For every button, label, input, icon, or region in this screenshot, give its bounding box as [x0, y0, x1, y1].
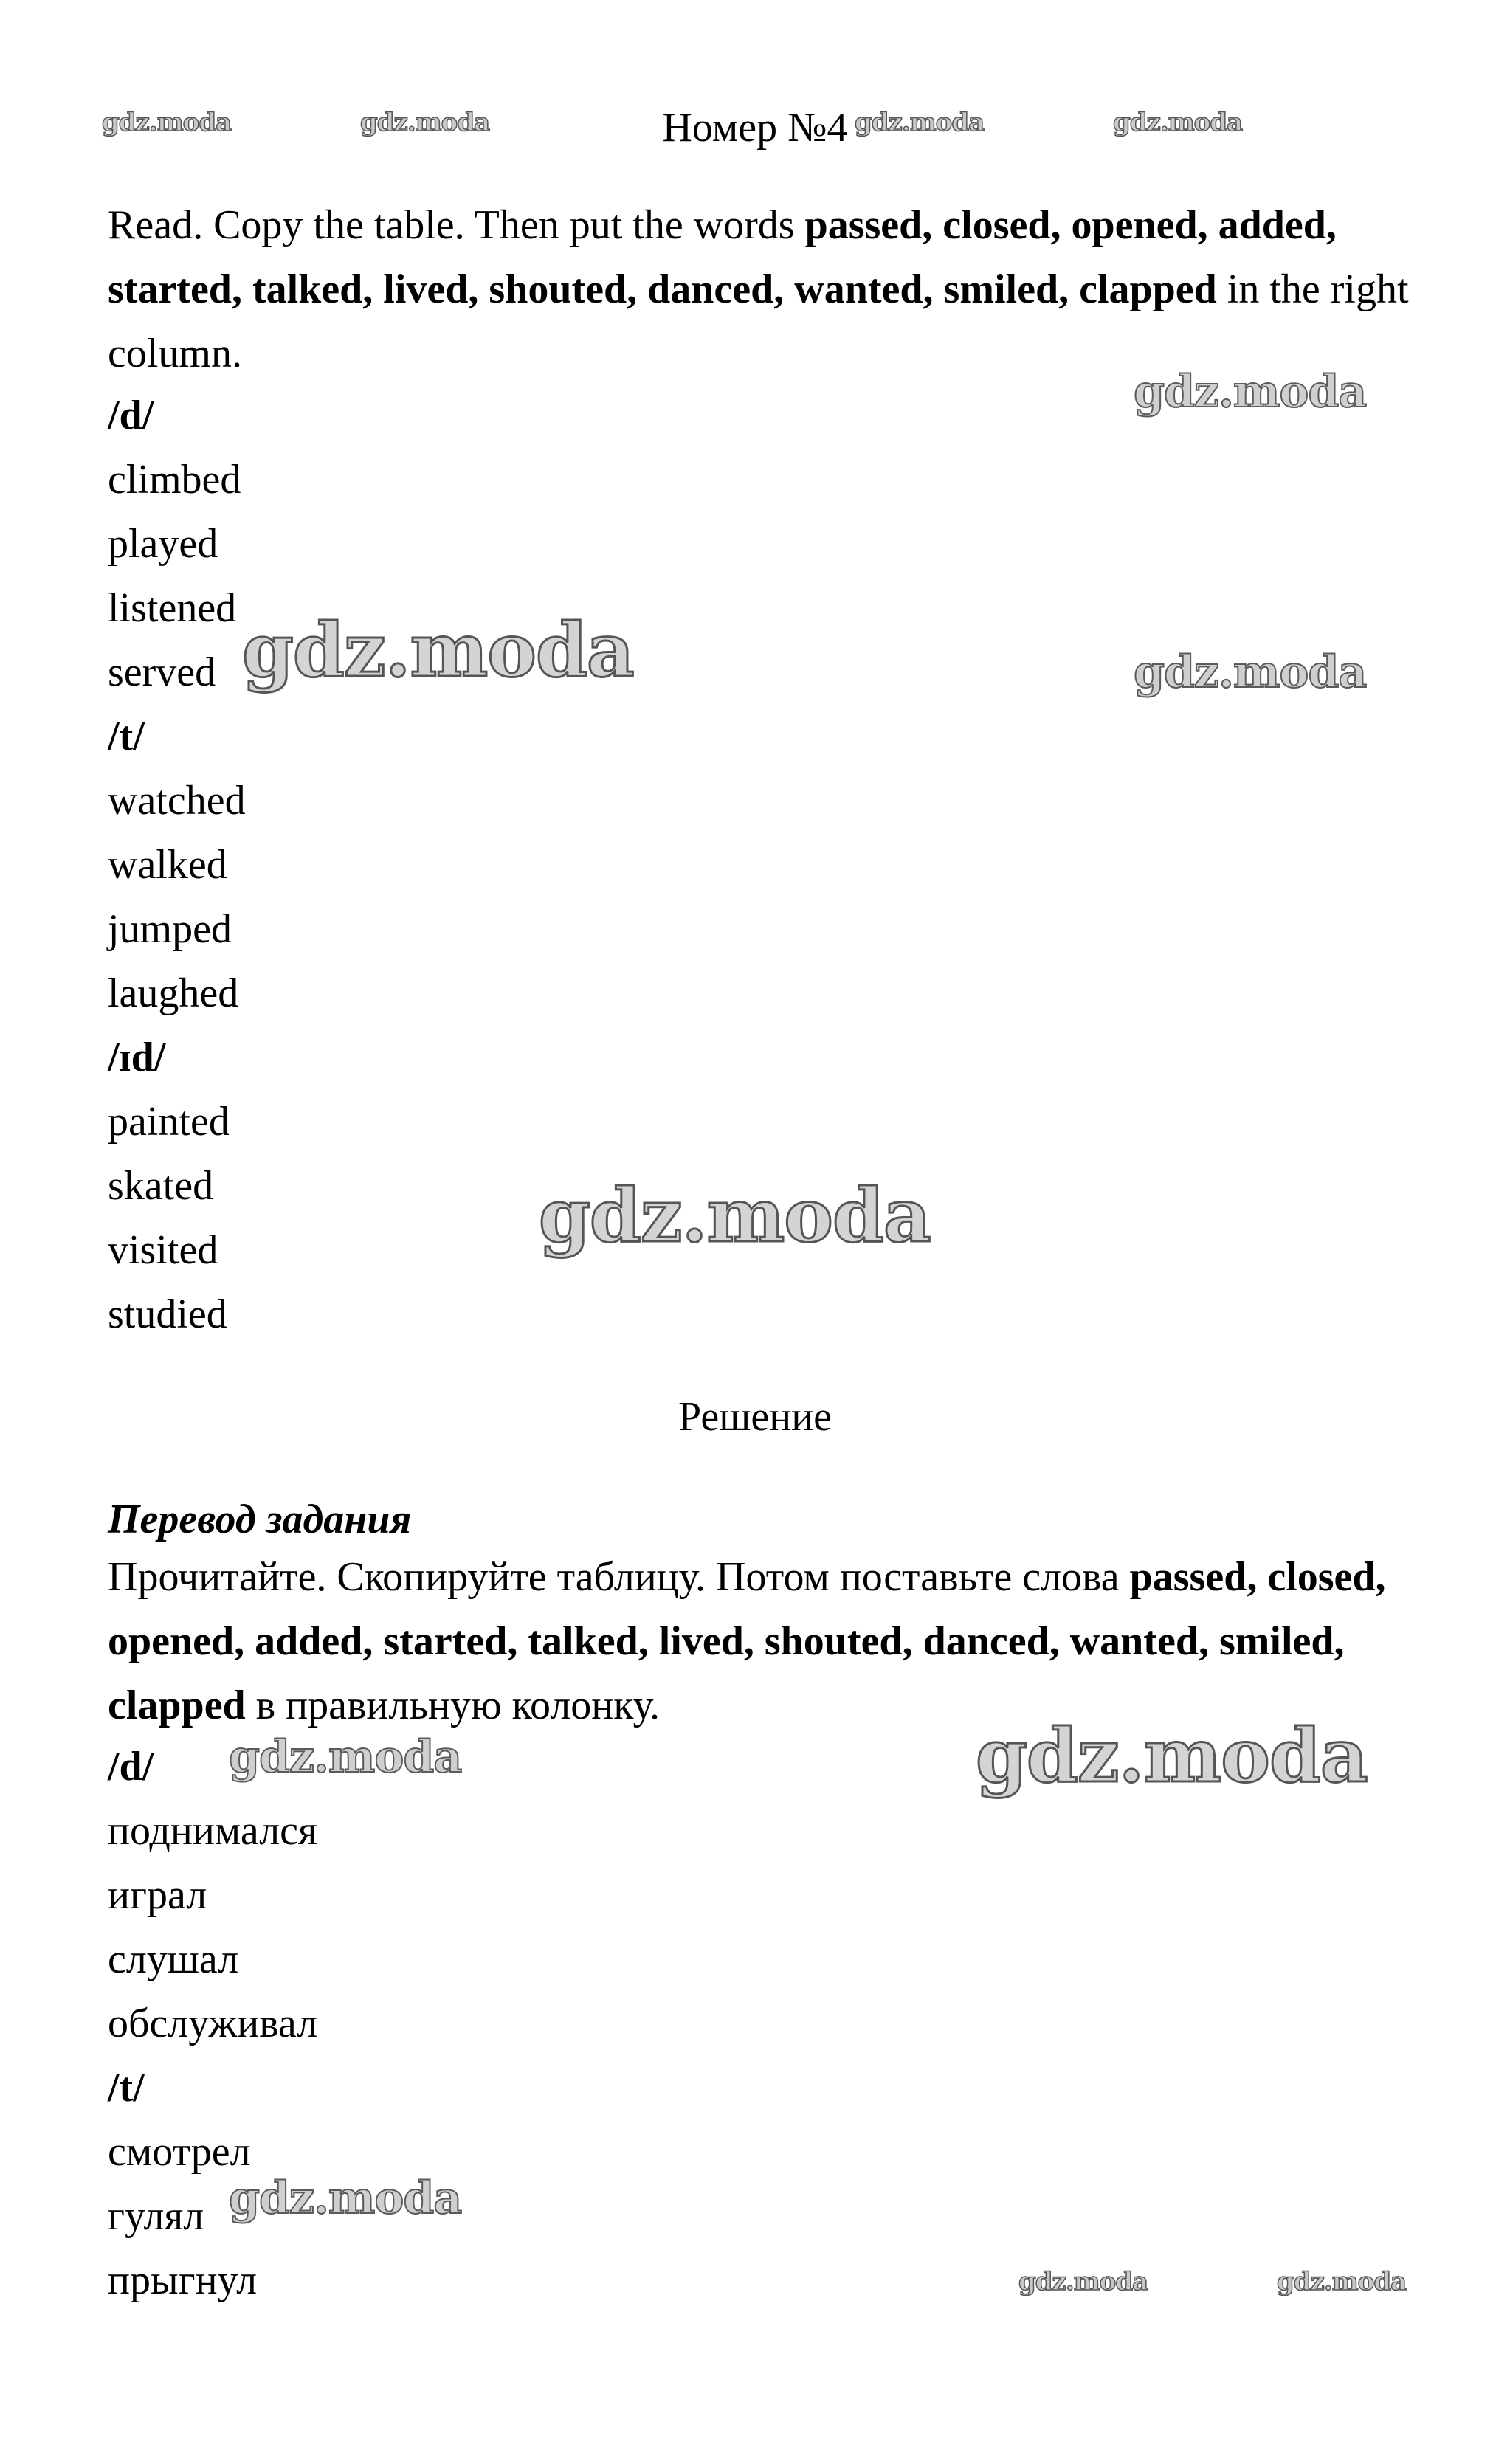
translation-words: passed, closed, opened, added, started, talked, lived, shouted, danced, wanted, smiled, clapped: [108, 1554, 1386, 1728]
list-item: играл: [108, 1872, 207, 1918]
task-instruction: [108, 193, 1421, 386]
list-item: laughed: [108, 970, 239, 1016]
watermark: gdz.moda: [229, 1731, 462, 1783]
solution-heading: Решение: [678, 1394, 832, 1440]
watermark: gdz.moda: [1134, 366, 1367, 418]
watermark: gdz.moda: [102, 108, 232, 137]
list-item: skated: [108, 1163, 214, 1209]
translation-text-after: в правильную колонку.: [245, 1683, 661, 1728]
watermark: gdz.moda: [855, 108, 985, 137]
watermark: gdz.moda: [1113, 108, 1243, 137]
task-words: passed, closed, opened, added, started, talked, lived, shouted, danced, wanted, smiled, clapped: [108, 202, 1337, 312]
translation-column-heading-d: /d/: [108, 1744, 154, 1790]
watermark: gdz.moda: [539, 1172, 931, 1259]
list-item: прыгнул: [108, 2257, 258, 2303]
list-item: listened: [108, 585, 237, 631]
watermark: gdz.moda: [242, 607, 634, 694]
watermark: gdz.moda: [229, 2173, 462, 2224]
list-item: поднимался: [108, 1808, 317, 1854]
list-item: painted: [108, 1099, 230, 1145]
translation-column-heading-t: /t/: [108, 2065, 145, 2111]
column-heading-id: /ɪd/: [108, 1035, 166, 1080]
list-item: jumped: [108, 906, 232, 952]
list-item: обслуживал: [108, 2001, 318, 2046]
watermark: gdz.moda: [1277, 2267, 1407, 2296]
list-item: walked: [108, 842, 227, 888]
list-item: climbed: [108, 457, 241, 503]
watermark: gdz.moda: [1134, 646, 1367, 698]
watermark: gdz.moda: [976, 1712, 1368, 1799]
list-item: visited: [108, 1227, 218, 1273]
task-text-before: Read. Copy the table. Then put the words: [108, 202, 805, 248]
task-text-after: in the right column.: [108, 266, 1409, 376]
list-item: played: [108, 521, 218, 567]
list-item: гулял: [108, 2193, 204, 2239]
watermark: gdz.moda: [360, 108, 490, 137]
translation-text-before: Прочитайте. Скопируйте таблицу. Потом поставьте слова: [108, 1554, 1130, 1600]
watermark: gdz.moda: [1018, 2267, 1148, 2296]
page-title: Номер №4: [662, 105, 848, 151]
list-item: watched: [108, 778, 246, 824]
column-heading-d: /d/: [108, 393, 154, 438]
list-item: слушал: [108, 1936, 239, 1982]
list-item: смотрел: [108, 2129, 251, 2175]
list-item: studied: [108, 1291, 227, 1337]
translation-heading: Перевод задания: [108, 1497, 412, 1542]
column-heading-t: /t/: [108, 714, 145, 759]
list-item: served: [108, 649, 216, 695]
translation-instruction: [108, 1545, 1421, 1738]
